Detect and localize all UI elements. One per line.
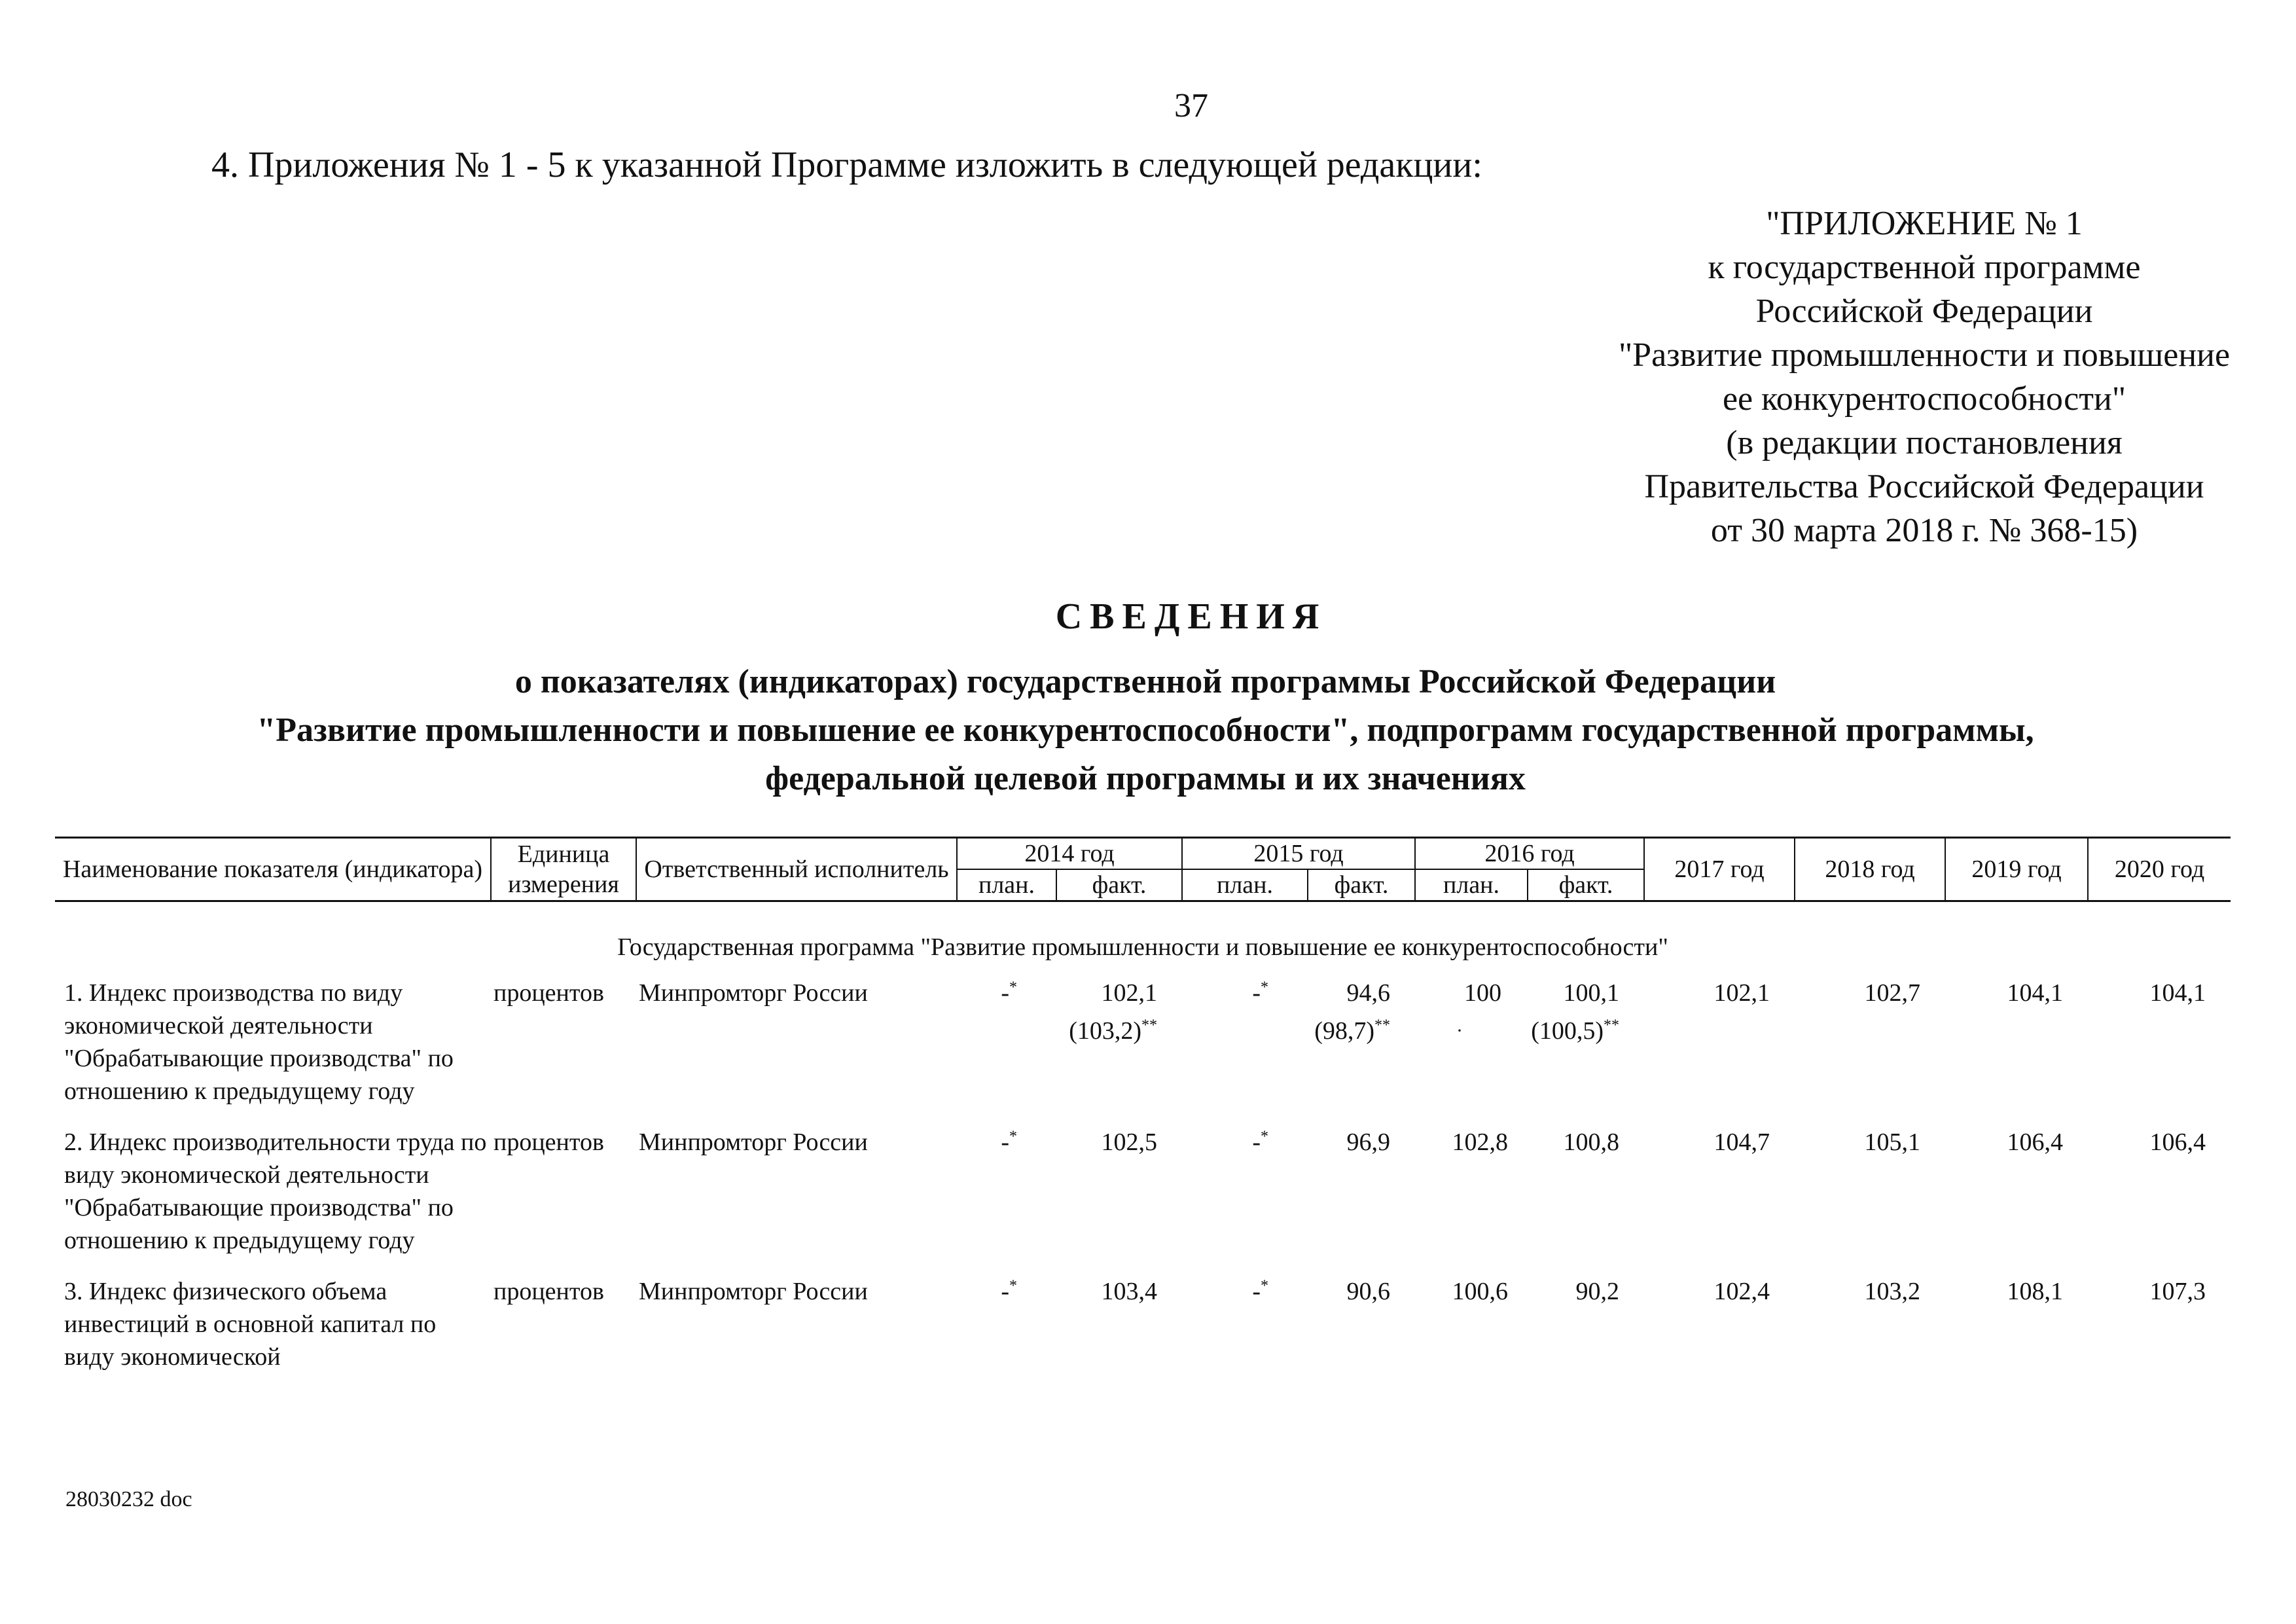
value-2017: 102,4 [1713,1278,1770,1305]
appendix-block [1525,202,2296,552]
indicator-responsible: Минпромторг России [639,979,868,1007]
header-year-2018: 2018 год [1795,838,1945,901]
value-fact-2016: 100,1 (100,5)** [1531,979,1620,1045]
value-plan-2014: -* [1001,1128,1017,1156]
value-2018: 103,2 [1864,1278,1921,1305]
value-fact-2016: 100,8 [1563,1128,1620,1156]
value-fact-2014: 102,1 (103,2)** [1069,979,1158,1045]
appendix-line: к государственной программе [1708,249,2141,286]
indicator-responsible: Минпромторг России [639,1128,868,1156]
value-plan-2015: -* [1252,979,1269,1007]
appendix-line: (в редакции постановления [1726,424,2123,461]
page-number: 37 [1174,87,1208,124]
appendix-line: "ПРИЛОЖЕНИЕ № 1 [1766,205,2083,242]
value-plan-2015: -* [1252,1277,1269,1305]
value-fact-2016: 90,2 [1575,1278,1620,1305]
header-fact-2014: факт. [1056,869,1182,901]
header-name: Наименование показателя (индикатора) [55,838,491,901]
header-plan-2015: план. [1182,869,1308,901]
value-plan-2014: -* [1001,979,1017,1007]
value-2017: 102,1 [1713,979,1770,1007]
table-row [55,1122,2231,1271]
header-plan-2014: план. [957,869,1056,901]
subheading-line: "Развитие промышленности и повышение ее конкурентоспособности", подпрограмм государственной программы, [257,712,2034,749]
document-code: 28030232 doc [65,1487,192,1511]
section-row [55,901,2231,977]
value-2019: 104,1 [2007,979,2064,1007]
indicator-name: 3. Индекс физического объема инвестиций в основной капитал по виду экономической [64,1278,437,1371]
value-2019: 108,1 [2007,1278,2064,1305]
table-row [55,977,2231,1122]
appendix-line: ее конкурентоспособности" [1722,380,2126,418]
indicator-unit: процентов [493,1278,604,1305]
value-plan-2014: -* [1001,1277,1017,1305]
appendix-line: Правительства Российской Федерации [1644,468,2204,505]
appendix-line: Российской Федерации [1755,293,2093,330]
header-fact-2015: факт. [1308,869,1415,901]
indicator-name: 1. Индекс производства по виду экономической деятельности "Обрабатывающие производства" по отношению к предыдущему году [64,979,454,1105]
indicator-table [55,837,2231,1373]
subheading-line: о показателях (индикаторах) государственной программы Российской Федерации [514,663,1776,700]
value-2017: 104,7 [1713,1128,1770,1156]
value-fact-2015: 90,6 [1346,1278,1391,1305]
header-year-2017: 2017 год [1644,838,1795,901]
value-fact-2015: 96,9 [1346,1128,1391,1156]
indicator-unit: процентов [493,979,604,1007]
section-title: Государственная программа "Развитие промышленности и повышение ее конкурентоспособности" [617,933,1668,961]
header-plan-2016: план. [1415,869,1528,901]
value-2018: 105,1 [1864,1128,1921,1156]
appendix-line: "Развитие промышленности и повышение [1618,336,2231,374]
indicator-responsible: Минпромторг России [639,1278,868,1305]
header-year-2015: 2015 год [1182,838,1415,870]
appendix-line: от 30 марта 2018 г. № 368-15) [1710,512,2138,549]
value-fact-2014: 103,4 [1101,1278,1158,1305]
indicator-name: 2. Индекс производительности труда по виду экономической деятельности "Обрабатывающие производства" по отношению к предыдущему году [64,1128,487,1254]
value-2018: 102,7 [1864,979,1921,1007]
value-2020: 107,3 [2149,1278,2206,1305]
intro-line: 4. Приложения № 1 - 5 к указанной Программе изложить в следующей редакции: [211,145,1482,185]
value-plan-2015: -* [1252,1128,1269,1156]
header-year-2020: 2020 год [2088,838,2231,901]
value-fact-2014: 102,5 [1101,1128,1158,1156]
value-plan-2016: 100,6 [1452,1278,1509,1305]
header-fact-2016: факт. [1528,869,1644,901]
value-plan-2016: 100 · [1456,979,1502,1041]
value-2020: 106,4 [2149,1128,2206,1156]
header-year-2016: 2016 год [1415,838,1644,870]
value-2019: 106,4 [2007,1128,2064,1156]
header-year-2019: 2019 год [1945,838,2088,901]
table-row [55,1271,2231,1373]
value-fact-2015: 94,6 (98,7)** [1314,979,1391,1045]
indicator-unit: процентов [493,1128,604,1156]
value-2020: 104,1 [2149,979,2206,1007]
subheading-line: федеральной целевой программы и их значениях [765,760,1526,797]
header-year-2014: 2014 год [957,838,1182,870]
document-heading: СВЕДЕНИЯ [1055,596,1327,637]
value-plan-2016: 102,8 [1452,1128,1509,1156]
document-subheading [98,658,2193,803]
header-unit: Единица измерения [491,838,636,901]
header-responsible: Ответственный исполнитель [636,838,957,901]
